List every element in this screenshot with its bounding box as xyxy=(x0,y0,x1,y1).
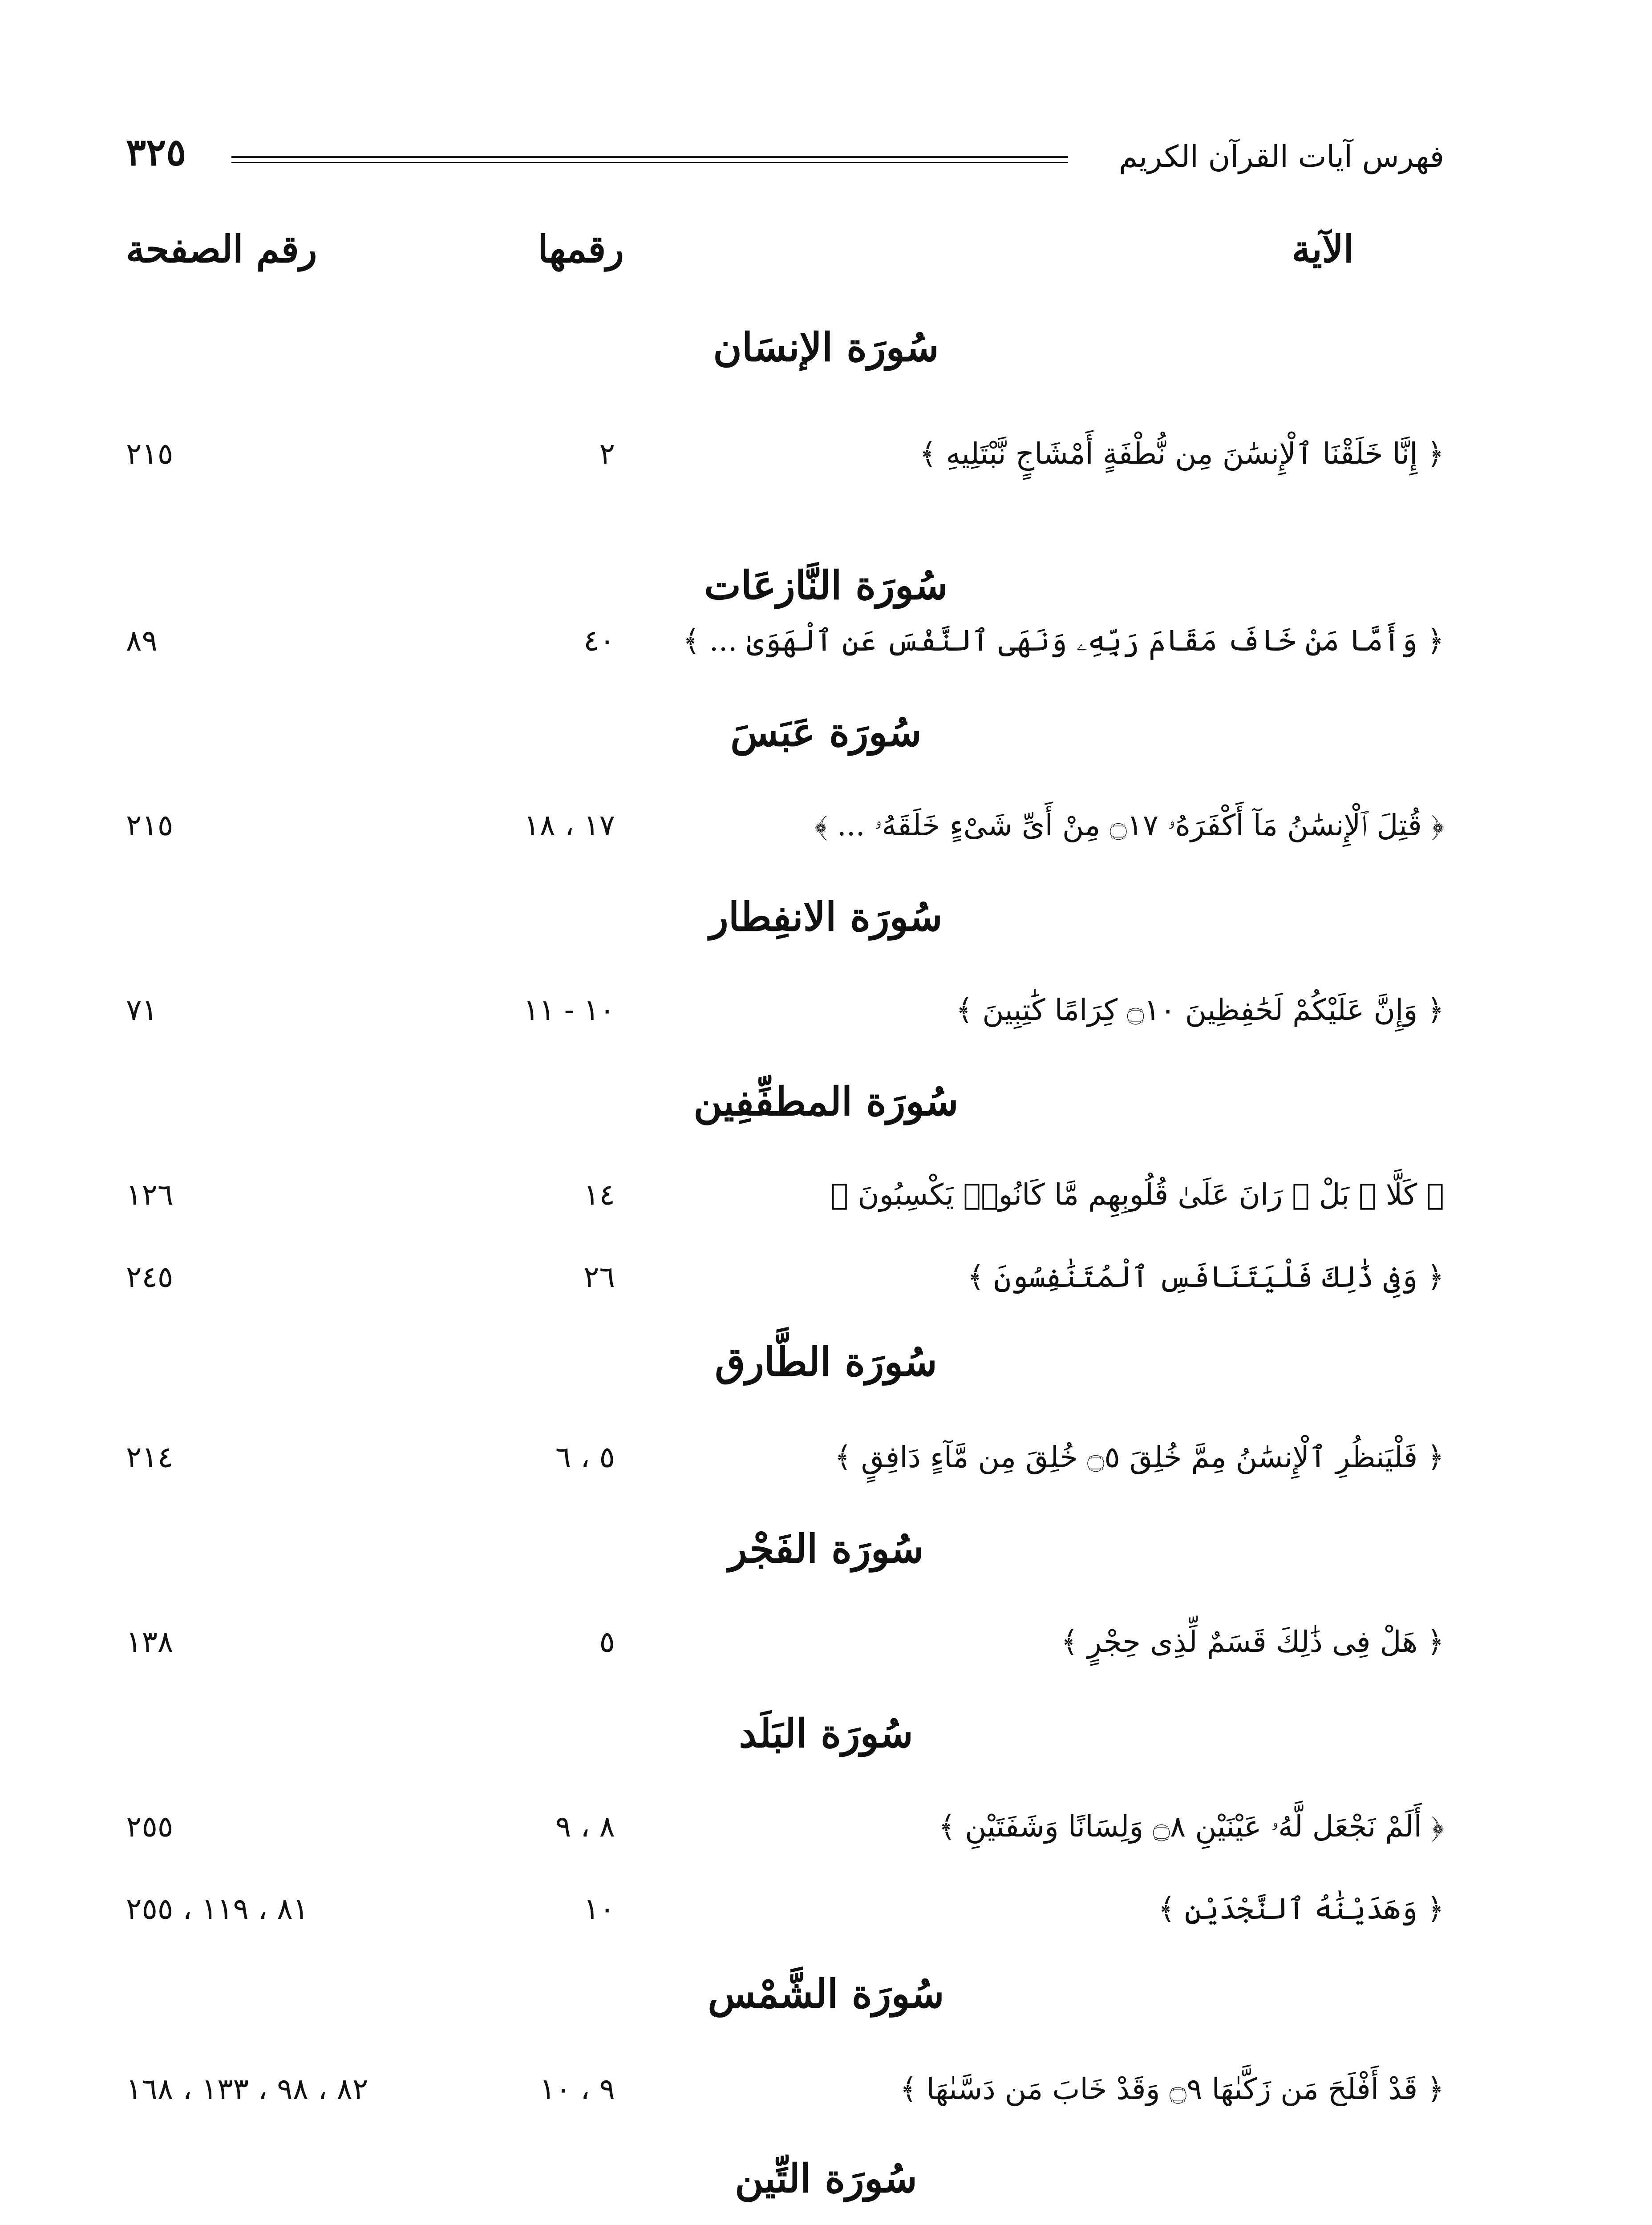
column-heading-ayah: الآية xyxy=(1292,227,1354,271)
page-reference: ٧١ xyxy=(126,993,158,1027)
page-reference: ٢١٤ xyxy=(126,1440,174,1474)
verse-text: ﴿ وَإِنَّ عَلَيْكُمْ لَحَٰفِظِينَ ۝١٠ كِرَامًا كَٰتِبِينَ ﴾ xyxy=(956,993,1444,1027)
verse-number: ٤٠ xyxy=(583,623,615,658)
surah-heading: سُورَة المطفِّفِين xyxy=(693,1078,959,1125)
surah-heading: سُورَة الطَّارق xyxy=(715,1339,937,1385)
column-heading-number: رقمها xyxy=(538,227,624,271)
surah-heading: سُورَة الإنسَان xyxy=(713,324,939,370)
verse-number: ١٠ - ١١ xyxy=(523,993,615,1027)
verse-number: ١٠ xyxy=(583,1892,615,1926)
surah-heading: سُورَة الفَجْر xyxy=(728,1525,924,1572)
index-row xyxy=(0,1618,1652,1667)
verse-text: ﴿ وَفِى ذَٰلِكَ فَلْيَتَنَافَسِ ٱلْمُتَنَٰفِسُونَ ﴾ xyxy=(967,1260,1444,1294)
surah-heading: سُورَة التِّين xyxy=(735,2155,917,2201)
index-row xyxy=(0,616,1652,665)
surah-heading: سُورَة عَبَسَ xyxy=(730,709,922,755)
page-reference: ٢٥٥ xyxy=(126,1809,174,1844)
page-reference: ٢١٥ xyxy=(126,808,174,842)
verse-text: ﴿ قَدْ أَفْلَحَ مَن زَكَّىٰهَا ۝٩ وَقَدْ خَابَ مَن دَسَّىٰهَا ﴾ xyxy=(900,2072,1444,2106)
index-row xyxy=(0,1885,1652,1934)
header-rule xyxy=(231,156,1068,158)
page-reference: ١٢٦ xyxy=(126,1177,174,1212)
verse-text: ﴿ وَأَمَّا مَنْ خَافَ مَقَامَ رَبِّهِۦ وَنَهَى ٱلنَّفْسَ عَنِ ٱلْهَوَىٰ ... ﴾ xyxy=(683,623,1444,658)
surah-heading: سُورَة البَلَد xyxy=(739,1710,913,1756)
index-row xyxy=(0,1433,1652,1482)
index-row xyxy=(0,1253,1652,1302)
verse-text: ﴿ هَلْ فِى ذَٰلِكَ قَسَمٌ لِّذِى حِجْرٍ ﴾ xyxy=(1061,1625,1444,1659)
page-reference: ٢١٥ xyxy=(126,437,174,471)
verse-text: ﴿ كَلَّا ۖ بَلْ ۜ رَانَ عَلَىٰ قُلُوبِهِم مَّا كَانُوا۟ يَكْسِبُونَ ﴾ xyxy=(830,1177,1444,1212)
surah-heading: سُورَة الانفِطار xyxy=(709,894,943,940)
verse-number: ٢ xyxy=(599,437,615,471)
index-row xyxy=(0,2065,1652,2114)
page-reference: ١٣٨ xyxy=(126,1625,174,1659)
verse-text: ﴿ وَهَدَيْنَٰهُ ٱلنَّجْدَيْنِ ﴾ xyxy=(1158,1892,1444,1926)
index-row xyxy=(0,986,1652,1035)
index-row xyxy=(0,1802,1652,1851)
header-rule-thin xyxy=(231,162,1068,163)
verse-text: ﴿ أَلَمْ نَجْعَل لَّهُۥ عَيْنَيْنِ ۝٨ وَلِسَانًا وَشَفَتَيْنِ ﴾ xyxy=(938,1809,1444,1844)
page-reference: ٨٢ ، ٩٨ ، ١٣٣ ، ١٦٨ xyxy=(126,2072,368,2106)
running-header-title: فهرس آيات القرآن الكريم xyxy=(1119,139,1444,174)
page-reference: ٢٤٥ xyxy=(126,1260,174,1294)
verse-number: ٥ xyxy=(599,1625,615,1659)
verse-text: ﴿ فَلْيَنظُرِ ٱلْإِنسَٰنُ مِمَّ خُلِقَ ۝٥ خُلِقَ مِن مَّآءٍ دَافِقٍ ﴾ xyxy=(834,1440,1444,1474)
index-row xyxy=(0,1170,1652,1219)
verse-number: ١٧ ، ١٨ xyxy=(523,808,615,842)
verse-number: ٢٦ xyxy=(583,1260,615,1294)
verse-number: ٩ ، ١٠ xyxy=(539,2072,615,2106)
verse-number: ٨ ، ٩ xyxy=(555,1809,615,1844)
page-reference: ٨٩ xyxy=(126,623,158,658)
verse-text: ﴿ إِنَّا خَلَقْنَا ٱلْإِنسَٰنَ مِن نُّطْفَةٍ أَمْشَاجٍ نَّبْتَلِيهِ ﴾ xyxy=(919,437,1444,471)
surah-heading: سُورَة الشَّمْس xyxy=(708,1970,944,2017)
index-row xyxy=(0,429,1652,478)
verse-number: ١٤ xyxy=(583,1177,615,1212)
verse-number: ٥ ، ٦ xyxy=(555,1440,615,1474)
page-reference: ٨١ ، ١١٩ ، ٢٥٥ xyxy=(126,1892,309,1926)
verse-text: ﴿ قُتِلَ ٱلْإِنسَٰنُ مَآ أَكْفَرَهُۥ ۝١٧ مِنْ أَىِّ شَىْءٍ خَلَقَهُۥ ... ﴾ xyxy=(814,808,1444,842)
index-row xyxy=(0,801,1652,850)
surah-heading: سُورَة النَّازعَات xyxy=(704,562,948,608)
column-heading-page: رقم الصفحة xyxy=(126,227,317,271)
page-number: ٣٢٥ xyxy=(126,130,186,174)
